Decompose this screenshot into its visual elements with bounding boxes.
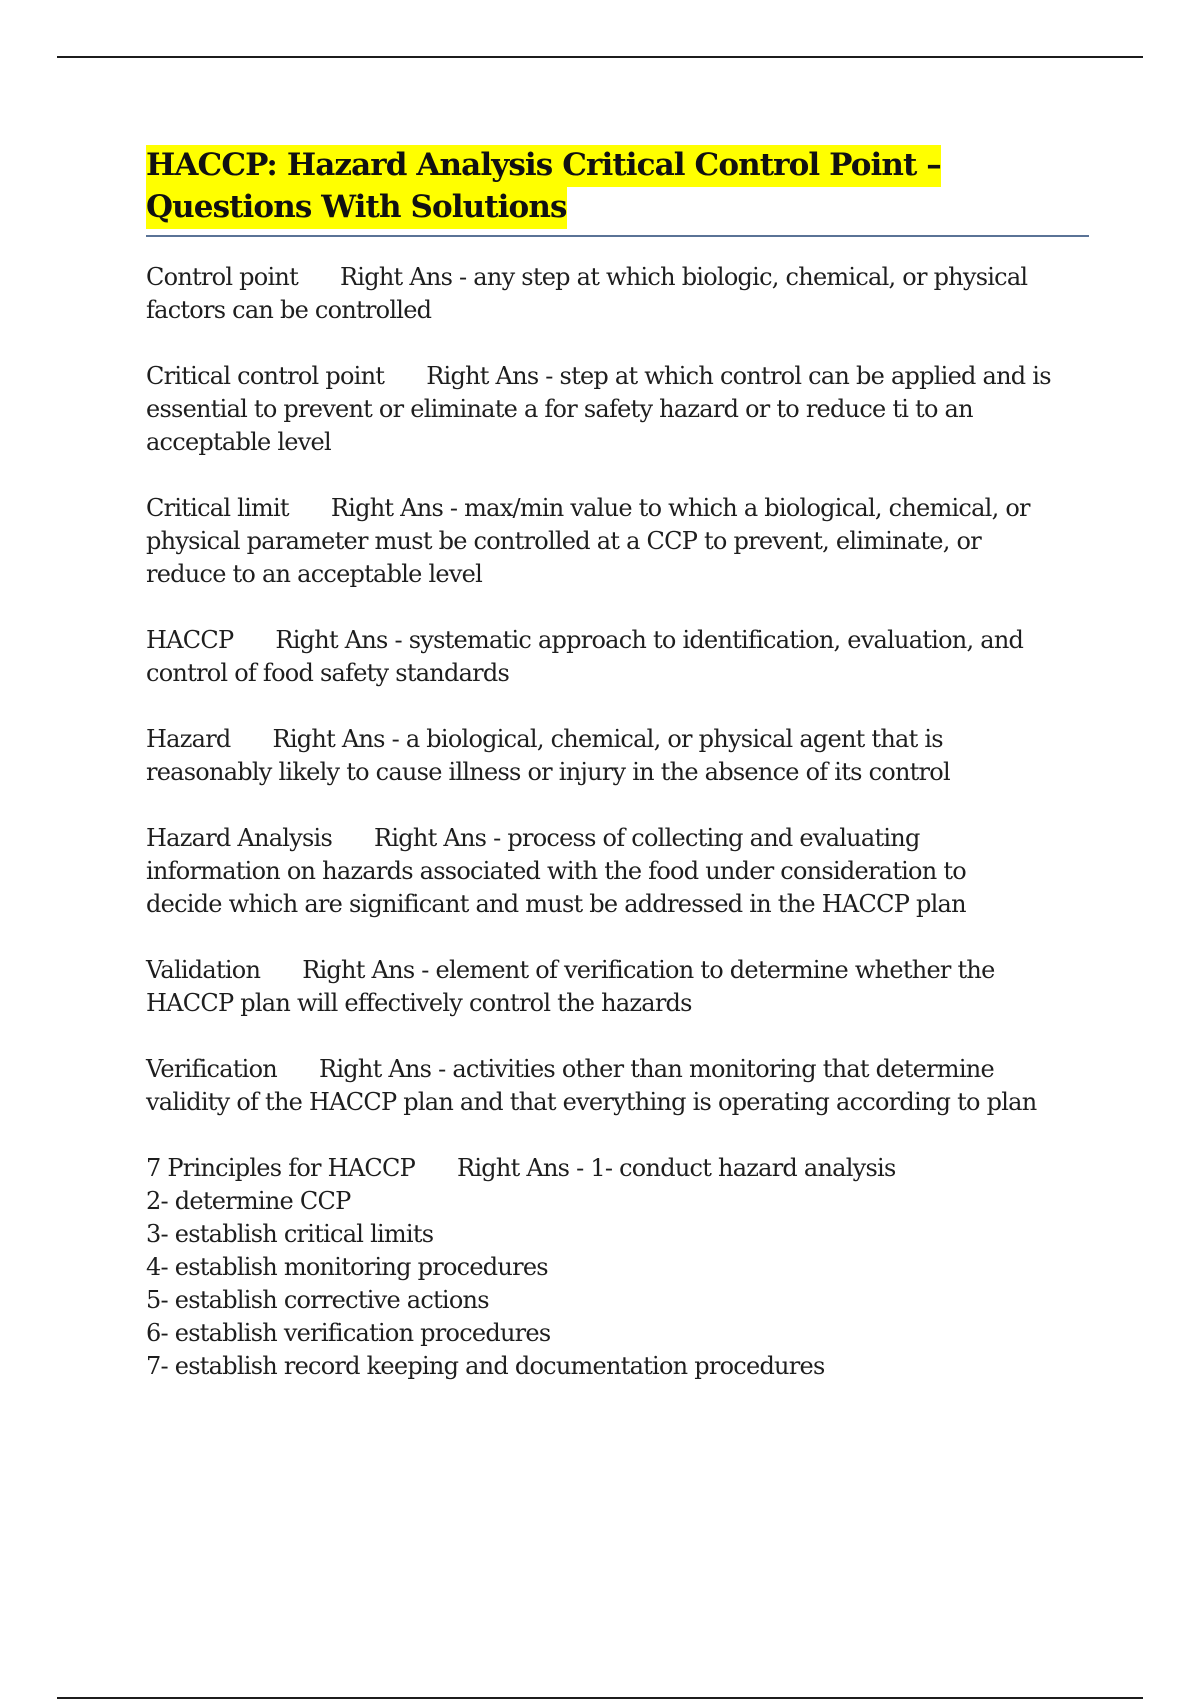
qa-answer-line: decide which are significant and must be addressed in the HACCP plan: [146, 890, 966, 918]
qa-answer-line: information on hazards associated with the food under consideration to: [146, 857, 966, 885]
qa-answer-line: Right Ans - max/min value to which a biological, chemical, or: [330, 494, 1030, 522]
page-header-rule: [57, 56, 1143, 58]
qa-answer-line: reduce to an acceptable level: [146, 560, 483, 588]
qa-term: Verification: [146, 1055, 278, 1083]
qa-answer-line: HACCP plan will effectively control the hazards: [146, 989, 692, 1017]
qa-term: Critical control point: [146, 362, 385, 390]
qa-answer-line: Right Ans - any step at which biologic, chemical, or physical: [339, 263, 1028, 291]
document-title: [146, 144, 1096, 228]
qa-term: Critical limit: [146, 494, 289, 522]
principle-item: 5- establish corrective actions: [146, 1286, 489, 1314]
principle-item: 2- determine CCP: [146, 1187, 351, 1215]
qa-term: Hazard: [146, 725, 231, 753]
qa-answer-line: Right Ans - a biological, chemical, or physical agent that is: [272, 725, 943, 753]
qa-term: 7 Principles for HACCP: [146, 1154, 416, 1182]
principle-item: 7- establish record keeping and documentation procedures: [146, 1352, 825, 1380]
qa-answer-line: acceptable level: [146, 428, 331, 456]
title-line-1: HACCP: Hazard Analysis Critical Control Point –: [146, 145, 941, 187]
qa-term: Control point: [146, 263, 298, 291]
qa-entry-hazard-analysis: [146, 822, 1096, 921]
principle-item: 4- establish monitoring procedures: [146, 1253, 548, 1281]
qa-answer-line: Right Ans - step at which control can be applied and is: [426, 362, 1051, 390]
page-footer-rule: [57, 1697, 1143, 1699]
qa-answer-line: Right Ans - activities other than monitoring that determine: [319, 1055, 994, 1083]
qa-answer-line: Right Ans - 1- conduct hazard analysis: [457, 1154, 896, 1182]
qa-entry-critical-limit: [146, 492, 1096, 591]
principle-item: 6- establish verification procedures: [146, 1319, 551, 1347]
qa-answer-line: validity of the HACCP plan and that everything is operating according to plan: [146, 1088, 1037, 1116]
qa-term: Hazard Analysis: [146, 824, 333, 852]
qa-entry-critical-control-point: [146, 360, 1096, 459]
qa-answer-line: factors can be controlled: [146, 296, 432, 324]
qa-answer-line: essential to prevent or eliminate a for safety hazard or to reduce ti to an: [146, 395, 973, 423]
qa-answer-line: physical parameter must be controlled at a CCP to prevent, eliminate, or: [146, 527, 981, 555]
qa-term: Validation: [146, 956, 261, 984]
principle-item: 3- establish critical limits: [146, 1220, 434, 1248]
qa-answer-line: control of food safety standards: [146, 659, 510, 687]
qa-entry-haccp: [146, 624, 1096, 690]
qa-entry-hazard: [146, 723, 1096, 789]
qa-answer-line: Right Ans - systematic approach to identification, evaluation, and: [275, 626, 1024, 654]
qa-entry-verification: [146, 1053, 1096, 1119]
title-line-2: Questions With Solutions: [146, 187, 567, 229]
qa-answer-line: reasonably likely to cause illness or injury in the absence of its control: [146, 758, 950, 786]
qa-term: HACCP: [146, 626, 234, 654]
qa-answer-line: Right Ans - process of collecting and evaluating: [374, 824, 920, 852]
qa-entry-control-point: [146, 261, 1096, 327]
qa-answer-line: Right Ans - element of verification to determine whether the: [302, 956, 995, 984]
title-underline: [146, 235, 1089, 237]
document-body: [146, 144, 1096, 1416]
qa-entry-7-principles: [146, 1152, 1096, 1383]
qa-entry-validation: [146, 954, 1096, 1020]
qa-list: [146, 261, 1096, 1383]
